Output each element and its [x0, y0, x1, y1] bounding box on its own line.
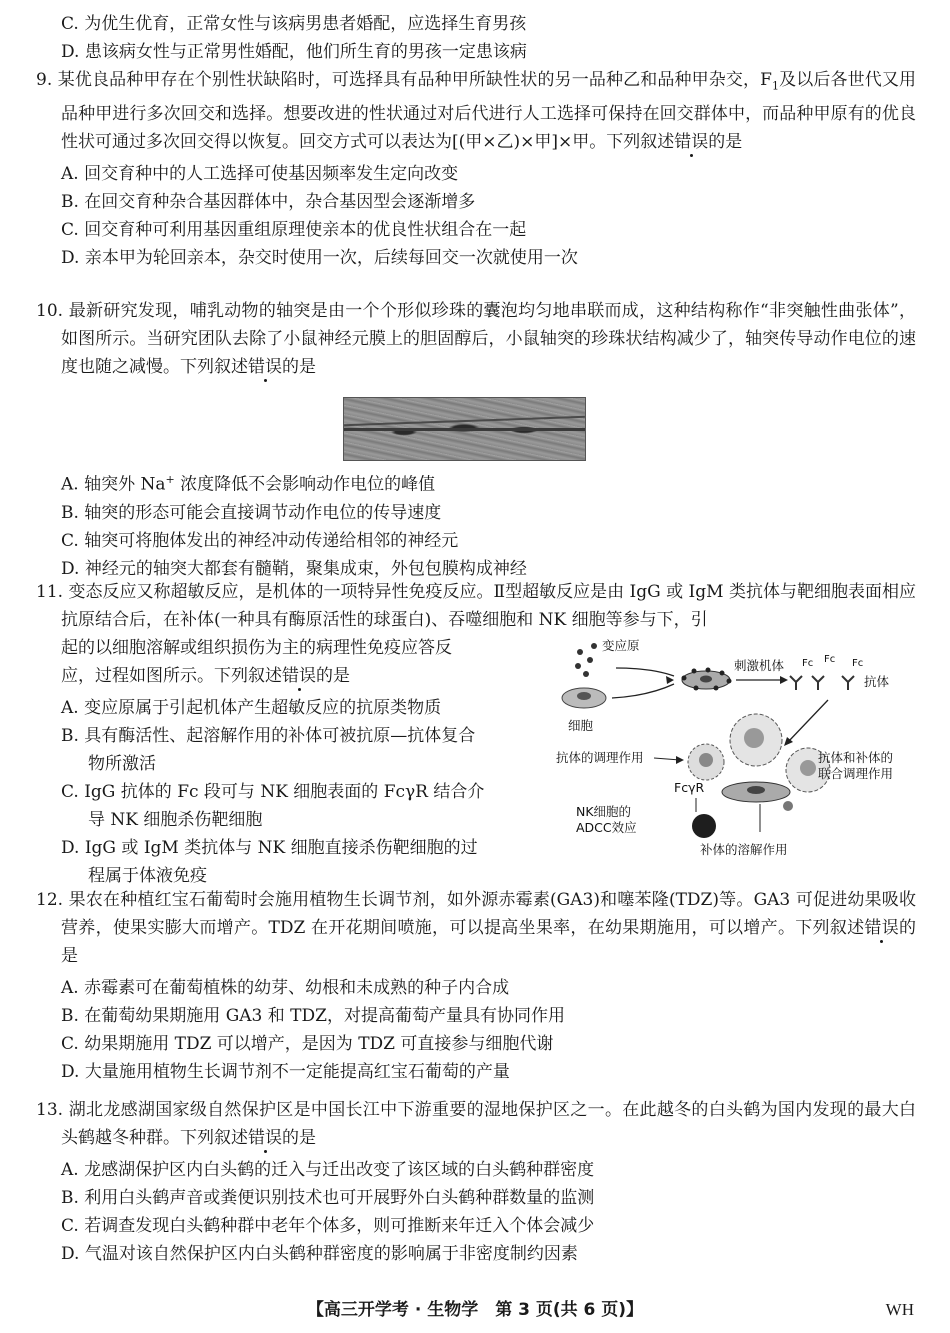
q8-option-c: C. 为优生优育，正常女性与该病男患者婚配，应选择生育男孩 [61, 14, 527, 34]
question-10 [36, 297, 916, 381]
question-13 [36, 1096, 916, 1268]
q10-option-b: B. 轴突的形态可能会直接调节动作电位的传导速度 [61, 502, 442, 523]
label-nk-2: ADCC效应 [576, 820, 637, 835]
q13-stem: 13. 湖北龙感湖国家级自然保护区是中国长江中下游重要的湿地保护区之一。在此越冬的白头鹤为国内发现的最大白头鹤越冬种群。下列叙述错误的是 [36, 1100, 916, 1148]
q11-option-c-line-2: 导 NK 细胞杀伤靶细胞 [88, 810, 263, 830]
page-footer: 【高三开学考 · 生物学 第 3 页(共 6 页)】 [306, 1300, 644, 1320]
svg-text:Fc: Fc [802, 658, 814, 669]
q11-emphasis: 错误 [282, 666, 316, 686]
q9-emphasis: 错误 [674, 132, 709, 153]
q13-option-d: D. 气温对该自然保护区内白头鹤种群密度的影响属于非密度制约因素 [61, 1244, 578, 1264]
q12-option-b: B. 在葡萄幼果期施用 GA3 和 TDZ，对提高葡萄产量具有协同作用 [61, 1006, 565, 1026]
q12-option-a: A. 赤霉素可在葡萄植株的幼芽、幼根和未成熟的种子内合成 [61, 978, 510, 998]
label-allergen: 变应原 [602, 638, 640, 653]
q11-stem-line-4: 应，过程如图所示。下列叙述错误的是 [61, 666, 350, 686]
label-lysis: 补体的溶解作用 [700, 842, 788, 857]
label-antibody: 抗体 [864, 674, 890, 689]
q11-option-b-line-2: 物所激活 [88, 754, 156, 774]
q9-option-a: A. 回交育种中的人工选择可使基因频率发生定向改变 [61, 164, 459, 185]
question-11-narrow [36, 634, 536, 890]
question-9 [36, 66, 916, 272]
allergen-particles [575, 643, 597, 677]
label-cell: 细胞 [568, 718, 594, 733]
q13-emphasis: 错误 [248, 1128, 282, 1148]
label-fcgr: FcγR [674, 780, 705, 795]
q10-emphasis: 错误 [248, 357, 282, 377]
q10-option-d: D. 神经元的轴突大都套有髓鞘，聚集成束，外包包膜构成神经 [61, 558, 527, 579]
q9-option-c: C. 回交育种可利用基因重组原理使亲本的优良性状组合在一起 [61, 220, 527, 241]
q12-emphasis: 错误 [864, 918, 900, 938]
q10-option-c: C. 轴突可将胞体发出的神经冲动传递给相邻的神经元 [61, 530, 459, 551]
question-10-options [36, 466, 916, 583]
q10-option-a: A. 轴突外 Na+ 浓度降低不会影响动作电位的峰值 [61, 473, 436, 495]
label-stimulate: 刺激机体 [734, 658, 785, 673]
q11-option-a: A. 变应原属于引起机体产生超敏反应的抗原类物质 [61, 698, 442, 718]
svg-text:Fc: Fc [852, 658, 864, 669]
q11-stem-line-3: 起的以细胞溶解或组织损伤为主的病理性免疫应答反 [61, 638, 452, 658]
q11-option-d-line-1: D. IgG 或 IgM 类抗体与 NK 细胞直接杀伤靶细胞的过 [61, 838, 478, 858]
axon-micrograph [343, 397, 586, 461]
q9-option-d: D. 亲本甲为轮回亲本，杂交时使用一次，后续每回交一次就使用一次 [61, 248, 578, 269]
q9-stem: 9. 某优良品种甲存在个别性状缺陷时，可选择具有品种甲所缺性状的另一品种乙和品种甲杂交，$F_1$及以后各世代又用品种甲进行多次回交和选择。想要改进的性状通过对后代进行人工选择可保持在回交群体中，而品种甲原有的优良性状可通过多次回交得以恢复。回交方式可以表达为[(甲×乙)×甲]×甲。下列叙述错误的是 [36, 70, 917, 153]
question-8-tail [36, 10, 916, 66]
antibody-icons [790, 676, 854, 690]
label-joint-1: 抗体和补体的 [818, 750, 894, 765]
q12-option-c: C. 幼果期施用 TDZ 可以增产，是因为 TDZ 可直接参与细胞代谢 [61, 1034, 554, 1054]
q11-option-b-line-1: B. 具有酶活性、起溶解作用的补体可被抗原—抗体复合 [61, 726, 476, 746]
q12-stem: 12. 果农在种植红宝石葡萄时会施用植物生长调节剂，如外源赤霉素(GA3)和噻苯隆(TDZ)等。GA3 可促进幼果吸收营养，使果实膨大而增产。TDZ 在开花期间喷施，可以提高坐果率，在幼果期施用，可以增产。下列叙述错误的是 [36, 890, 917, 966]
q13-option-b: B. 利用白头鹤声音或粪便识别技术也可开展野外白头鹤种群数量的监测 [61, 1188, 595, 1208]
q13-option-c: C. 若调查发现白头鹤种群中老年个体多，则可推断来年迁入个体会减少 [61, 1216, 595, 1236]
hypersensitivity-diagram [556, 632, 916, 860]
nk-cell [692, 814, 716, 838]
question-11 [36, 578, 916, 634]
q9-option-b: B. 在回交育种杂合基因群体中，杂合基因型会逐渐增多 [61, 192, 476, 213]
label-nk-1: NK细胞的 [576, 804, 632, 819]
q13-option-a: A. 龙感湖保护区内白头鹤的迁入与迁出改变了该区域的白头鹤种群密度 [61, 1160, 595, 1180]
question-12 [36, 886, 916, 1086]
exam-code: WH [885, 1300, 914, 1319]
label-opsonization: 抗体的调理作用 [556, 750, 644, 765]
svg-text:Fc: Fc [824, 654, 836, 665]
q8-option-d: D. 患该病女性与正常男性婚配，他们所生育的男孩一定患该病 [61, 42, 527, 62]
q11-option-c-line-1: C. IgG 抗体的 Fc 段可与 NK 细胞表面的 FcγR 结合介 [61, 782, 485, 802]
q10-stem: 10. 最新研究发现，哺乳动物的轴突是由一个个形似珍珠的囊泡均匀地串联而成，这种结构称作“非突触性曲张体”，如图所示。当研究团队去除了小鼠神经元膜上的胆固醇后，小鼠轴突的珍珠状结构减少了，轴突传导动作电位的速度也随之减慢。下列叙述错误的是 [36, 301, 916, 377]
q12-option-d: D. 大量施用植物生长调节剂不一定能提高红宝石葡萄的产量 [61, 1062, 510, 1082]
q11-option-d-line-2: 程属于体液免疫 [88, 866, 207, 886]
q11-stem: 11. 变态反应又称超敏反应，是机体的一项特异性免疫反应。Ⅱ型超敏反应是由 IgG 或 IgM 类抗体与靶细胞表面相应抗原结合后，在补体(一种具有酶原活性的球蛋白)、吞噬细胞和 NK 细胞等参与下，引 [36, 582, 916, 630]
label-joint-2: 联合调理作用 [818, 766, 894, 781]
